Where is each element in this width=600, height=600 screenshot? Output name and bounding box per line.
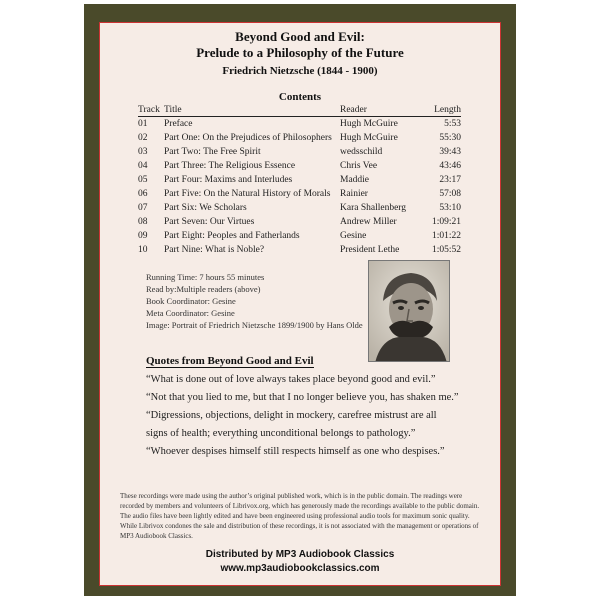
track-title: Part Seven: Our Virtues [164,217,255,227]
track-title: Part Five: On the Natural History of Morals [164,189,331,199]
track-length: 1:05:52 [431,245,461,255]
track-reader: Hugh McGuire [340,133,398,143]
track-length: 39:43 [439,147,461,157]
contents-heading: Contents [278,91,322,103]
distributor-url: www.mp3audiobookclassics.com [220,563,380,574]
read-by: Read by:Multiple readers (above) [146,284,261,294]
track-length: 1:01:22 [431,231,461,241]
track-number: 02 [138,133,148,143]
column-header-length: Length [417,103,461,117]
portrait-image [369,261,450,362]
column-header-reader: Reader [340,103,417,117]
table-row [138,229,461,243]
track-reader: Andrew Miller [340,217,397,227]
track-reader: Gesine [340,231,367,241]
track-length: 55:30 [439,133,461,143]
quotes-heading: Quotes from Beyond Good and Evil [146,355,314,367]
image-credit: Image: Portrait of Friedrich Nietzsche 1899/1900 by Hans Olde [146,320,363,330]
track-length: 23:17 [439,175,461,185]
credits-block [146,271,363,331]
table-row [138,243,461,257]
table-row [138,131,461,145]
track-title: Part Nine: What is Noble? [164,245,265,255]
column-header-title: Title [164,103,340,117]
quote-line: “Not that you lied to me, but that I no longer believe you, has shaken me.” [146,392,459,403]
track-reader: Kara Shallenberg [340,203,407,213]
track-number: 05 [138,175,148,185]
quote-line: “What is done out of love always takes place beyond good and evil.” [146,374,436,385]
quote-line: signs of health; everything unconditional belongs to pathology.” [146,428,416,439]
table-row [138,215,461,229]
track-length: 1:09:21 [431,217,461,227]
column-header-track: Track [138,103,164,117]
table-header-row [138,103,461,117]
track-length: 57:08 [439,189,461,199]
track-reader: Hugh McGuire [340,119,398,129]
track-number: 04 [138,161,148,171]
quote-line: “Digressions, objections, delight in mockery, carefree mistrust are all [146,410,437,421]
quotes-block [146,371,476,461]
track-title: Preface [164,119,193,129]
table-row [138,159,461,173]
track-length: 53:10 [439,203,461,213]
track-title: Part Two: The Free Spirit [164,147,261,157]
title-line-1: Beyond Good and Evil: [235,29,365,44]
track-number: 03 [138,147,148,157]
track-reader: Chris Vee [340,161,378,171]
distributor-line: Distributed by MP3 Audiobook Classics [205,549,395,560]
book-coordinator: Book Coordinator: Gesine [146,296,236,306]
table-row [138,201,461,215]
track-number: 06 [138,189,148,199]
author-line: Friedrich Nietzsche (1844 - 1900) [222,65,378,77]
track-title: Part Four: Maxims and Interludes [164,175,293,185]
track-title: Part Three: The Religious Essence [164,161,296,171]
track-title: Part One: On the Prejudices of Philosophers [164,133,332,143]
track-title: Part Six: We Scholars [164,203,247,213]
public-domain-note: These recordings were made using the author’s original published work, which is in the public domain. The readings were recorded by members and volunteers of Librivox.org, which has generously made the recordings available to the public domain. The audio files have been lightly edited and have been engineered using professional audio tools for maximum sonic quality. While Librivox condones the sale and distribution of these recordings, it is not associated with the management or operations of MP3 Audiobook Classics. [120,492,480,540]
track-number: 09 [138,231,148,241]
track-length: 5:53 [444,119,461,129]
running-time: Running Time: 7 hours 55 minutes [146,272,265,282]
quote-line: “Whoever despises himself still respects himself as one who despises.” [146,446,445,457]
track-reader: Rainier [340,189,368,199]
table-row [138,173,461,187]
title-line-2: Prelude to a Philosophy of the Future [196,45,404,60]
meta-coordinator: Meta Coordinator: Gesine [146,308,235,318]
track-number: 07 [138,203,148,213]
table-row [138,187,461,201]
track-number: 08 [138,217,148,227]
track-number: 10 [138,245,148,255]
track-length: 43:46 [439,161,461,171]
track-reader: President Lethe [340,245,400,255]
table-row [138,117,461,132]
author-portrait [368,260,450,362]
track-reader: wedsschild [340,147,383,157]
table-row [138,145,461,159]
track-number: 01 [138,119,148,129]
content-card [99,22,501,586]
track-table [138,103,461,257]
track-reader: Maddie [340,175,370,185]
track-title: Part Eight: Peoples and Fatherlands [164,231,300,241]
